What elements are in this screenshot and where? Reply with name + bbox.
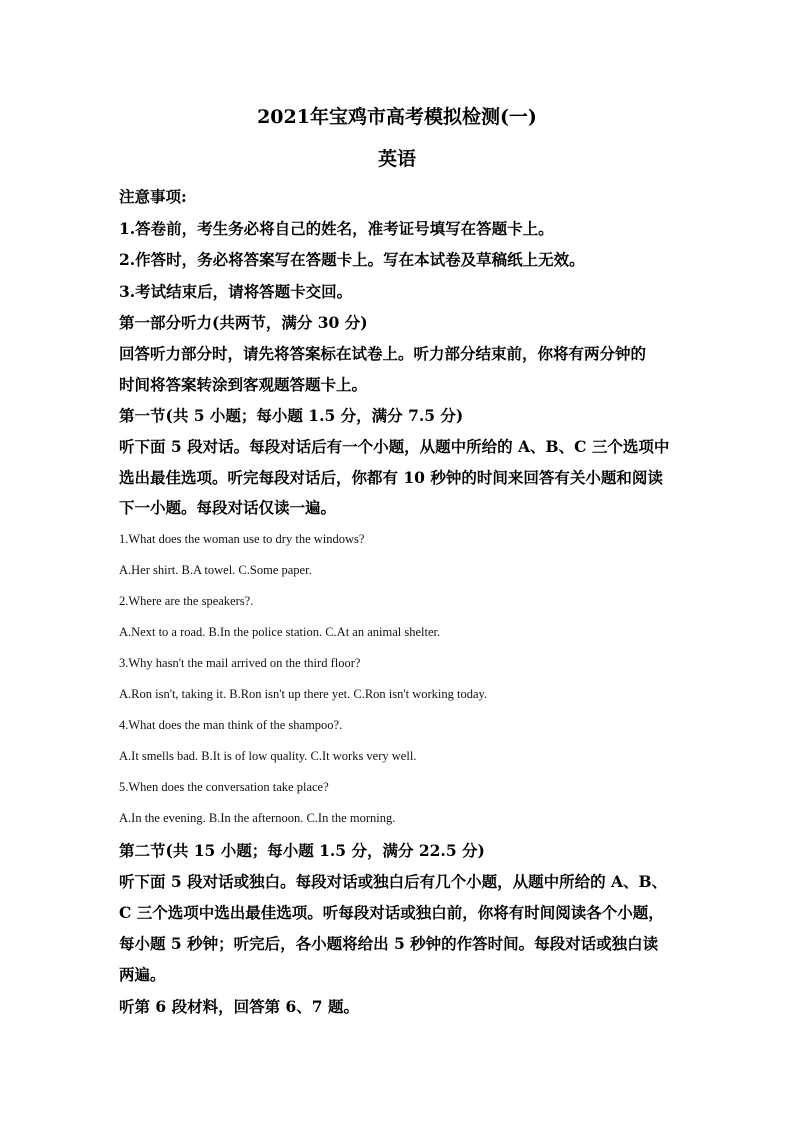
part1-heading: 第一部分听力(共两节，满分 30 分): [119, 313, 368, 332]
question-4-options: A.It smells bad. B.It is of low quality. C.It works very well.: [119, 749, 417, 763]
question-5: 5.When does the conversation take place?: [119, 780, 329, 794]
notice-item-1: 1.答卷前，考生务必将自己的姓名，准考证号填写在答题卡上。: [119, 219, 554, 238]
question-5-options: A.In the evening. B.In the afternoon. C.In the morning.: [119, 811, 396, 825]
section1-intro-line: 听下面 5 段对话。每段对话后有一个小题，从题中所给的 A、B、C 三个选项中: [119, 437, 670, 456]
question-2-options: A.Next to a road. B.In the police station. C.At an animal shelter.: [119, 625, 441, 639]
part1-intro-line: 回答听力部分时，请先将答案标在试卷上。听力部分结束前，你将有两分钟的: [119, 344, 647, 363]
section1-intro-line: 选出最佳选项。听完每段对话后，你都有 10 秒钟的时间来回答有关小题和阅读: [119, 468, 663, 487]
section2-intro-line: 两遍。: [119, 965, 166, 984]
notice-item-3: 3.考试结束后，请将答题卡交回。: [119, 282, 353, 301]
question-4: 4.What does the man think of the shampoo?.: [119, 718, 343, 732]
question-3-options: A.Ron isn't, taking it. B.Ron isn't up there yet. C.Ron isn't working today.: [119, 687, 488, 701]
notice-item-2: 2.作答时，务必将答案写在答题卡上。写在本试卷及草稿纸上无效。: [119, 250, 585, 269]
part1-intro-line: 时间将答案转涂到客观题答题卡上。: [119, 375, 368, 394]
exam-title: 2021年宝鸡市高考模拟检测(一): [257, 106, 537, 128]
question-2: 2.Where are the speakers?.: [119, 594, 254, 608]
section2-heading: 第二节(共 15 小题；每小题 1.5 分，满分 22.5 分): [119, 841, 485, 860]
section2-intro-line: 每小题 5 秒钟；听完后，各小题将给出 5 秒钟的作答时间。每段对话或独白读: [119, 934, 659, 953]
question-1: 1.What does the woman use to dry the windows?: [119, 532, 365, 546]
section2-intro-line: 听下面 5 段对话或独白。每段对话或独白后有几个小题，从题中所给的 A、B、: [119, 872, 668, 891]
exam-subject: 英语: [377, 148, 416, 170]
section1-heading: 第一节(共 5 小题；每小题 1.5 分，满分 7.5 分): [119, 406, 464, 425]
material-6-instruction: 听第 6 段材料，回答第 6、7 题。: [119, 997, 359, 1016]
section2-intro-line: C 三个选项中选出最佳选项。听每段对话或独白前，你将有时间阅读各个小题，: [119, 903, 664, 922]
section1-intro-line: 下一小题。每段对话仅读一遍。: [119, 498, 337, 517]
question-1-options: A.Her shirt. B.A towel. C.Some paper.: [119, 563, 312, 577]
notice-heading: 注意事项:: [119, 187, 187, 206]
question-3: 3.Why hasn't the mail arrived on the third floor?: [119, 656, 361, 670]
